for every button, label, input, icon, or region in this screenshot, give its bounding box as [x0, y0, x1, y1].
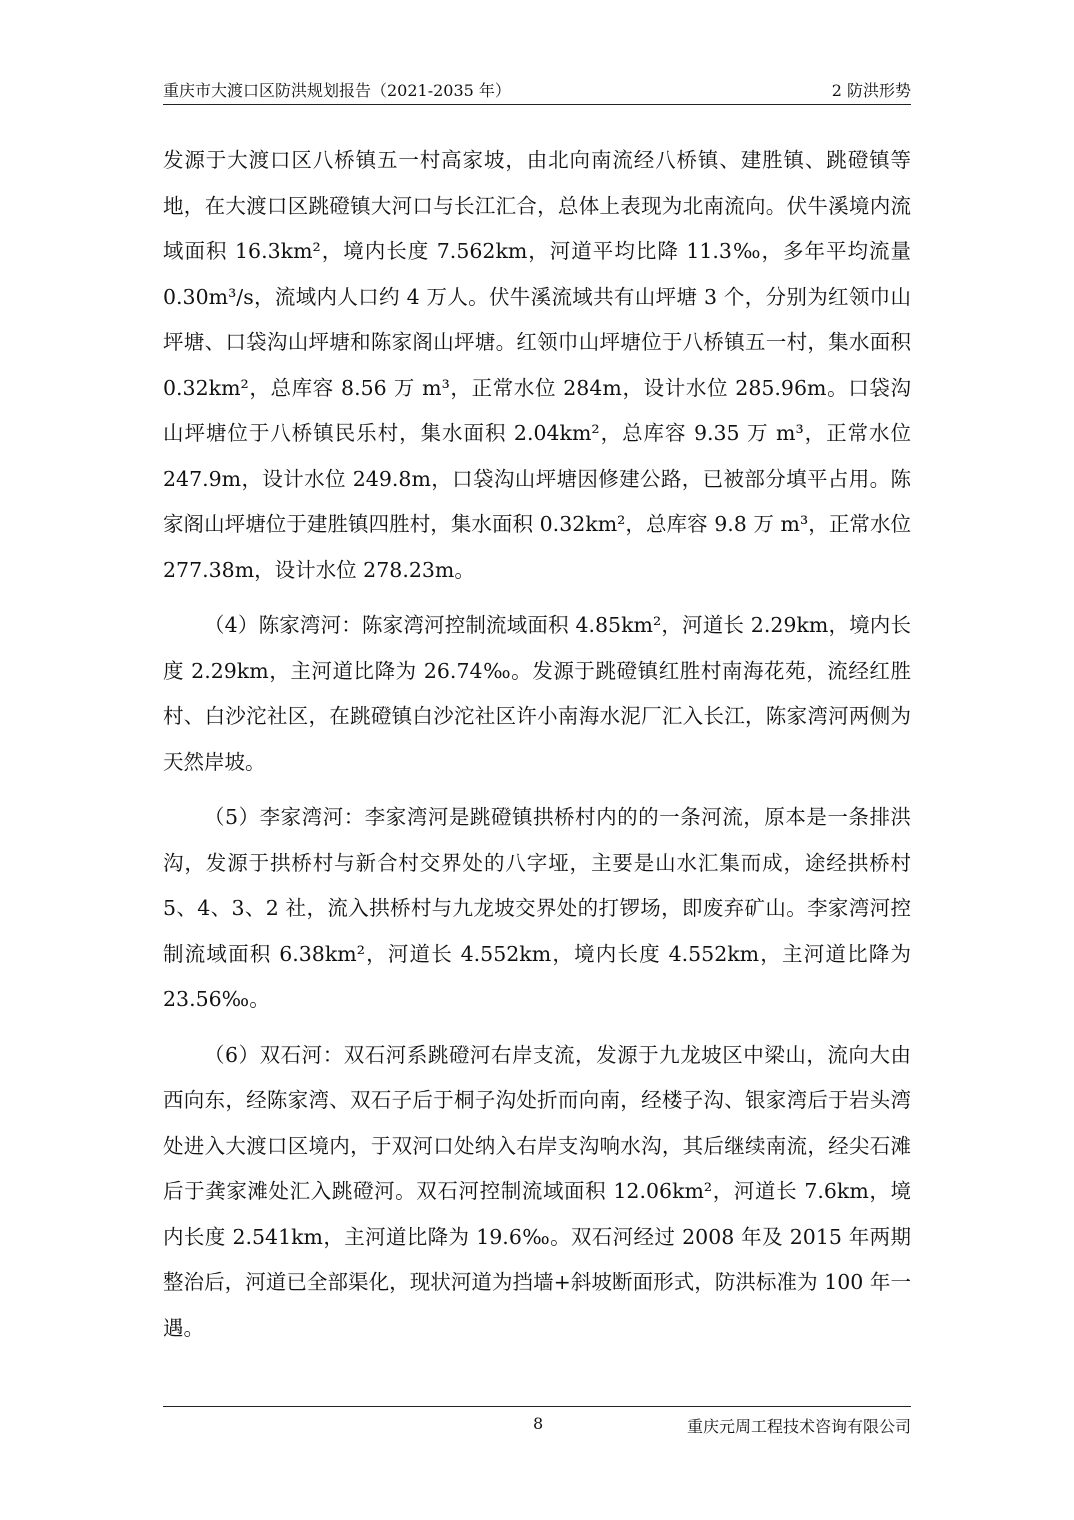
- footer-divider: [163, 1406, 911, 1407]
- company-name: 重庆元周工程技术咨询有限公司: [686, 1417, 911, 1436]
- document-body: [163, 138, 911, 1351]
- page-number: 8: [533, 1414, 544, 1433]
- report-title: 重庆市大渡口区防洪规划报告（2021-2035 年）: [163, 81, 511, 100]
- paragraph-shuangshi-river: （6）双石河：双石河系跳磴河右岸支流，发源于九龙坡区中梁山，流向大由西向东，经陈家湾、双石子后于桐子沟处折而向南，经楼子沟、银家湾后于岩头湾处进入大渡口区境内，于双河口处纳入右岸支沟响水沟，其后继续南流，经尖石滩后于龚家滩处汇入跳磴河。双石河控制流域面积 12.06km²，河道长 7.6km，境内长度 2.541km，主河道比降为 19.6‰。双石河经过 2008 年及 2015 年两期整治后，河道已全部渠化，现状河道为挡墙+斜坡断面形式，防洪标准为 100 年一遇。: [163, 1042, 911, 1340]
- header-divider: [163, 104, 911, 105]
- section-title: 2 防洪形势: [831, 81, 911, 100]
- paragraph-chenjiawan-river: （4）陈家湾河：陈家湾河控制流域面积 4.85km²，河道长 2.29km，境内长度 2.29km，主河道比降为 26.74‰。发源于跳磴镇红胜村南海花苑，流经红胜村、白沙沱社区，在跳磴镇白沙沱社区许小南海水泥厂汇入长江，陈家湾河两侧为天然岸坡。: [163, 613, 911, 774]
- paragraph-funiu-stream: 发源于大渡口区八桥镇五一村高家坡，由北向南流经八桥镇、建胜镇、跳磴镇等地，在大渡口区跳磴镇大河口与长江汇合，总体上表现为北南流向。伏牛溪境内流域面积 16.3km²，境内长度 7.562km，河道平均比降 11.3‰，多年平均流量 0.30m³/s，流域内人口约 4 万人。伏牛溪流域共有山坪塘 3 个，分别为红领巾山坪塘、口袋沟山坪塘和陈家阁山坪塘。红领巾山坪塘位于八桥镇五一村，集水面积 0.32km²，总库容 8.56 万 m³，正常水位 284m，设计水位 285.96m。口袋沟山坪塘位于八桥镇民乐村，集水面积 2.04km²，总库容 9.35 万 m³，正常水位 247.9m，设计水位 249.8m，口袋沟山坪塘因修建公路，已被部分填平占用。陈家阁山坪塘位于建胜镇四胜村，集水面积 0.32km²，总库容 9.8 万 m³，正常水位 277.38m，设计水位 278.23m。: [163, 148, 911, 582]
- page-header: [163, 78, 911, 102]
- paragraph-lijiawan-river: （5）李家湾河：李家湾河是跳磴镇拱桥村内的的一条河流，原本是一条排洪沟，发源于拱桥村与新合村交界处的八字垭，主要是山水汇集而成，途经拱桥村 5、4、3、2 社，流入拱桥村与九龙坡交界处的打锣场，即废弃矿山。李家湾河控制流域面积 6.38km²，河道长 4.552km，境内长度 4.552km，主河道比降为 23.56‰。: [163, 805, 911, 1011]
- page-footer: [163, 1414, 911, 1438]
